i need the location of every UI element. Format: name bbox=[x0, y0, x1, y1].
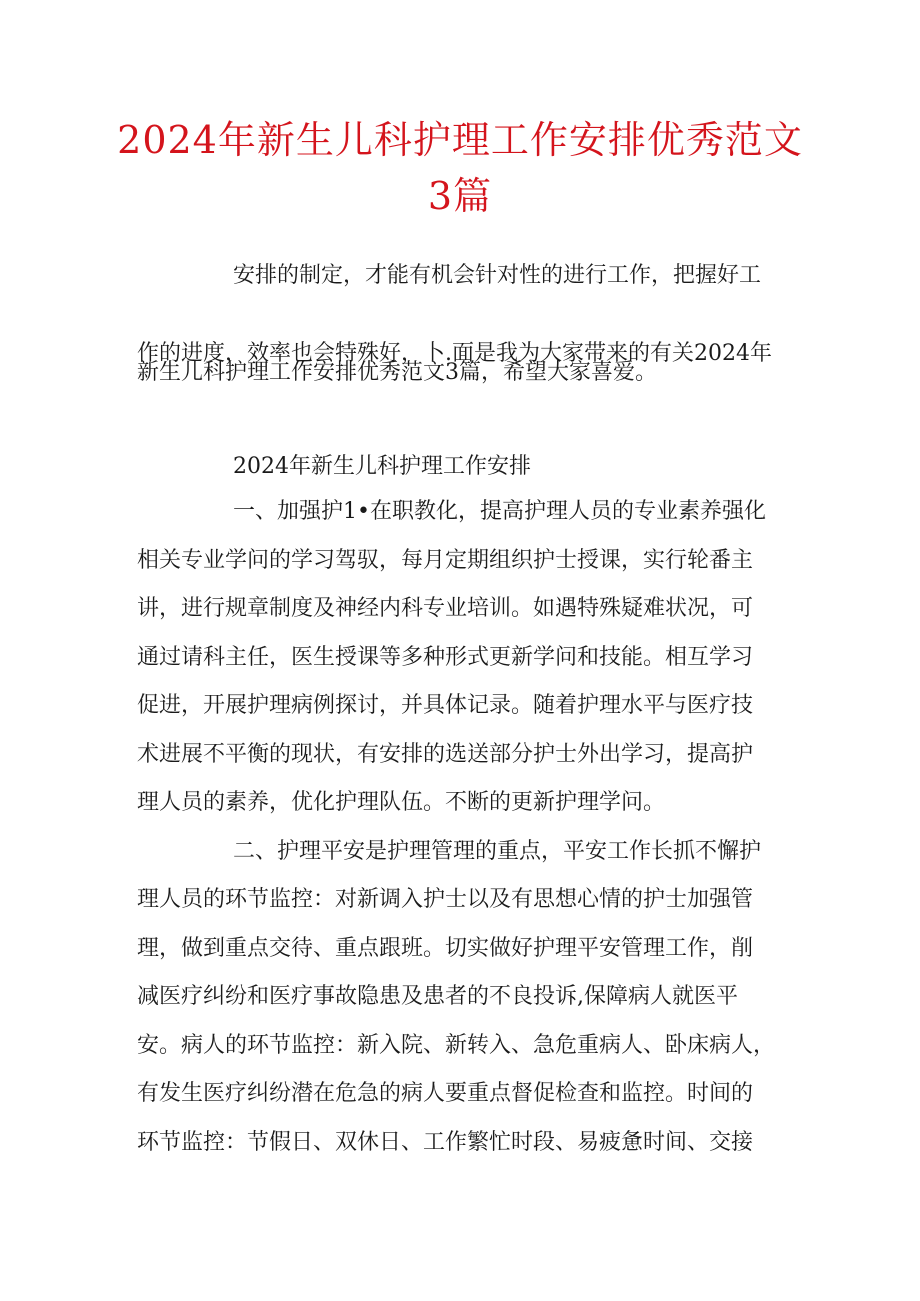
intro-line-3: 新生儿科护理工作安排优秀范文3篇，希望大家喜爱。 bbox=[137, 360, 657, 385]
paragraph1-line-2: 相关专业学问的学习驾驭，每月定期组织护士授课，实行轮番主 bbox=[137, 548, 754, 573]
paragraph1-line-5: 促进，开展护理病例探讨，并具体记录。随着护理水平与医疗技 bbox=[137, 693, 754, 718]
title-line-1: 2024年新生儿科护理工作安排优秀范文 bbox=[117, 118, 803, 162]
paragraph2-line-1: 二、护理平安是护理管理的重点，平安工作长抓不懈护 bbox=[233, 839, 762, 864]
paragraph1-line-3: 讲，进行规章制度及神经内科专业培训。如遇特殊疑难状况，可 bbox=[137, 596, 754, 621]
paragraph2-line-5: 安。病人的环节监控：新入院、新转入、急危重病人、卧床病人， bbox=[137, 1033, 776, 1058]
document-title bbox=[100, 112, 820, 224]
intro-line-2: 作的进度，效率也会特殊好，卜.面是我为大家带来的有关2024年 bbox=[137, 341, 772, 366]
intro-line-1: 安排的制定，才能有机会针对性的进行工作，把握好工 bbox=[233, 263, 762, 288]
paragraph1-line-6: 术进展不平衡的现状，有安排的选送部分护士外出学习，提高护 bbox=[137, 742, 754, 767]
paragraph2-line-3: 理，做到重点交待、重点跟班。切实做好护理平安管理工作，削 bbox=[137, 936, 754, 961]
paragraph2-line-4: 减医疗纠纷和医疗事故隐患及患者的不良投诉,保障病人就医平 bbox=[137, 984, 738, 1009]
paragraph2-line-2: 理人员的环节监控：对新调入护士以及有思想心情的护士加强管 bbox=[137, 887, 754, 912]
paragraph1-line-1: 一、加强护1•在职教化，提高护理人员的专业素养强化 bbox=[233, 499, 766, 524]
section-heading: 2024年新生儿科护理工作安排 bbox=[233, 454, 531, 479]
paragraph2-line-7: 环节监控：节假日、双休日、工作繁忙时段、易疲惫时间、交接 bbox=[137, 1130, 754, 1155]
paragraph2-line-6: 有发生医疗纠纷潜在危急的病人要重点督促检查和监控。时间的 bbox=[137, 1081, 754, 1106]
title-line-2: 3篇 bbox=[427, 174, 493, 218]
paragraph1-line-4: 通过请科主任，医生授课等多种形式更新学问和技能。相互学习 bbox=[137, 645, 754, 670]
paragraph1-line-7: 理人员的素养，优化护理队伍。不断的更新护理学问。 bbox=[137, 790, 666, 815]
